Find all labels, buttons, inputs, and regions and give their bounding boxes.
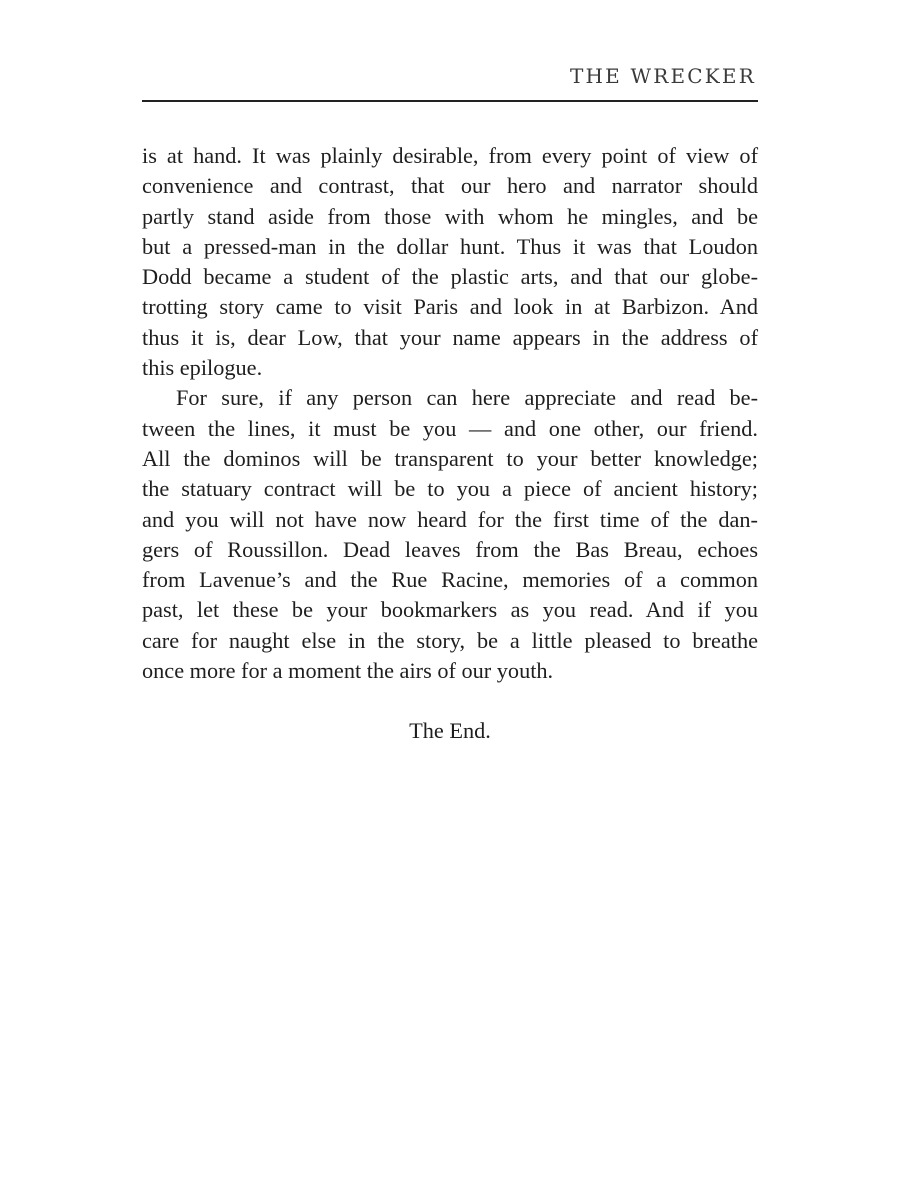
body-text xyxy=(142,141,758,686)
text-line: this epilogue. xyxy=(142,355,263,381)
text-line: care for naught else in the story, be a little pleased to breathe xyxy=(142,627,758,653)
paragraph-1 xyxy=(142,141,758,383)
text-line: thus it is, dear Low, that your name appears in the address of xyxy=(142,324,758,350)
text-line: but a pressed-man in the dollar hunt. Thus it was that Loudon xyxy=(142,233,758,259)
text-line: is at hand. It was plainly desirable, from every point of view of xyxy=(142,143,758,168)
running-head: THE WRECKER xyxy=(569,64,756,88)
text-line: All the dominos will be transparent to your better knowledge; xyxy=(142,445,758,471)
header-rule xyxy=(142,100,758,102)
text-line: past, let these be your bookmarkers as you read. And if you xyxy=(142,597,758,623)
text-line: For sure, if any person can here appreciate and read be- xyxy=(176,385,758,411)
text-line: trotting story came to visit Paris and look in at Barbizon. And xyxy=(142,294,758,320)
text-line: Dodd became a student of the plastic arts, and that our globe- xyxy=(142,264,758,290)
text-line: the statuary contract will be to you a piece of ancient history; xyxy=(142,476,758,502)
text-line: convenience and contrast, that our hero and narrator should xyxy=(142,173,758,199)
text-line: once more for a moment the airs of our youth. xyxy=(142,658,554,684)
text-line: partly stand aside from those with whom he mingles, and be xyxy=(142,203,758,229)
closing-line: The End. xyxy=(409,718,491,743)
paragraph-2 xyxy=(142,383,758,686)
text-line: and you will not have now heard for the first time of the dan- xyxy=(142,506,758,532)
text-line: gers of Roussillon. Dead leaves from the Bas Breau, echoes xyxy=(142,536,758,562)
text-line: tween the lines, it must be you — and one other, our friend. xyxy=(142,415,758,441)
text-line: from Lavenue’s and the Rue Racine, memories of a common xyxy=(142,567,758,593)
